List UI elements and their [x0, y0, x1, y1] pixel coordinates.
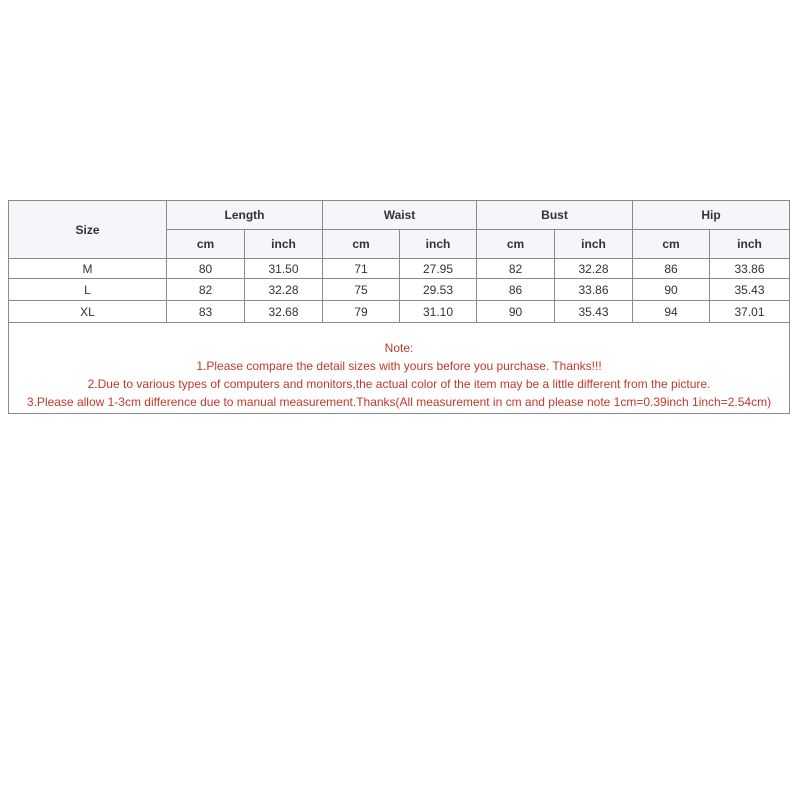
length-cm-cell: 83 — [167, 301, 245, 323]
waist-cm-cell: 75 — [323, 279, 400, 301]
group-header-row — [9, 201, 790, 230]
bust-cm-cell: 82 — [477, 259, 555, 279]
waist-inch-cell: 31.10 — [400, 301, 477, 323]
bust-inch-cell: 32.28 — [555, 259, 633, 279]
bust-inch-cell: 33.86 — [555, 279, 633, 301]
table-row-xl — [9, 301, 790, 323]
length-cm-cell: 80 — [167, 259, 245, 279]
bust-inch-header: inch — [555, 230, 633, 259]
length-inch-header: inch — [245, 230, 323, 259]
waist-header: Waist — [323, 201, 477, 230]
hip-inch-cell: 33.86 — [710, 259, 790, 279]
bust-cm-header: cm — [477, 230, 555, 259]
table-row-m — [9, 259, 790, 279]
length-cm-header: cm — [167, 230, 245, 259]
length-inch-cell: 32.68 — [245, 301, 323, 323]
size-cell: M — [9, 259, 167, 279]
bust-inch-cell: 35.43 — [555, 301, 633, 323]
notes-cell — [9, 323, 790, 414]
waist-cm-header: cm — [323, 230, 400, 259]
waist-inch-cell: 27.95 — [400, 259, 477, 279]
notes-row — [9, 323, 790, 414]
hip-cm-header: cm — [633, 230, 710, 259]
size-cell: L — [9, 279, 167, 301]
bust-cm-cell: 90 — [477, 301, 555, 323]
waist-cm-cell: 71 — [323, 259, 400, 279]
hip-inch-cell: 37.01 — [710, 301, 790, 323]
note-line-2: 2.Due to various types of computers and monitors,the actual color of the item may be a little different from the picture. — [87, 377, 711, 391]
size-chart-table — [8, 200, 790, 414]
hip-cm-cell: 86 — [633, 259, 710, 279]
hip-inch-header: inch — [710, 230, 790, 259]
note-line-1: 1.Please compare the detail sizes with yours before you purchase. Thanks!!! — [196, 359, 602, 373]
table-row-l — [9, 279, 790, 301]
bust-header: Bust — [477, 201, 633, 230]
bust-cm-cell: 86 — [477, 279, 555, 301]
hip-cm-cell: 94 — [633, 301, 710, 323]
note-title: Note: — [384, 341, 414, 355]
note-line-3: 3.Please allow 1-3cm difference due to manual measurement.Thanks(All measurement in cm and please note 1cm=0.39inch 1inch=2.54cm) — [26, 395, 772, 409]
size-cell: XL — [9, 301, 167, 323]
length-header: Length — [167, 201, 323, 230]
waist-inch-header: inch — [400, 230, 477, 259]
hip-inch-cell: 35.43 — [710, 279, 790, 301]
waist-inch-cell: 29.53 — [400, 279, 477, 301]
length-cm-cell: 82 — [167, 279, 245, 301]
length-inch-cell: 31.50 — [245, 259, 323, 279]
length-inch-cell: 32.28 — [245, 279, 323, 301]
size-header: Size — [9, 201, 167, 259]
waist-cm-cell: 79 — [323, 301, 400, 323]
hip-cm-cell: 90 — [633, 279, 710, 301]
hip-header: Hip — [633, 201, 790, 230]
